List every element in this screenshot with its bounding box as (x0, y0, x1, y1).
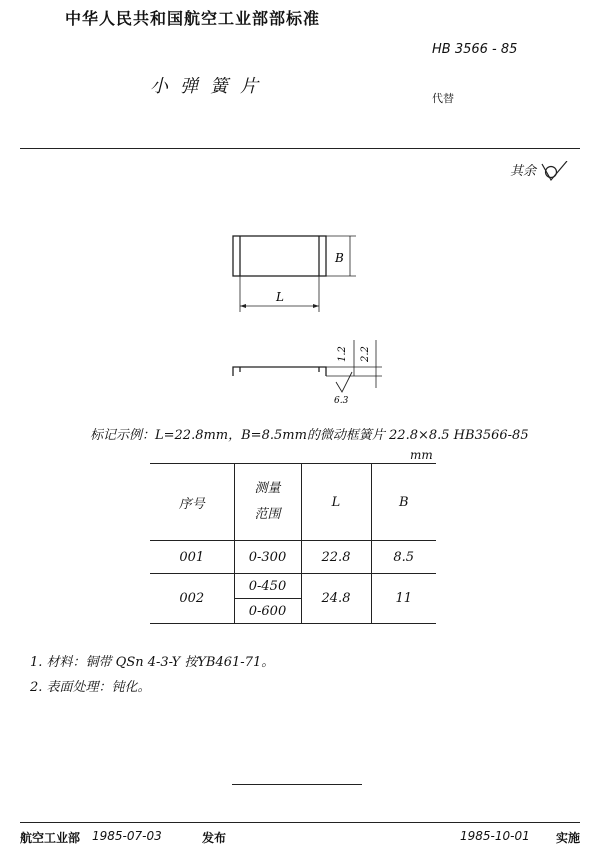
header-range-line2: 范围 (254, 507, 281, 522)
table-row (150, 541, 436, 574)
publisher: 航空工业部 (20, 831, 81, 845)
implement-label: 实施 (556, 831, 581, 845)
top-view (233, 236, 356, 312)
side-roughness-value: 6.3 (334, 396, 349, 406)
cell-range: 0-600 (234, 599, 301, 624)
header-range (234, 464, 301, 541)
header-B: B (371, 464, 436, 541)
note-material: 1. 材料：铜带 QSn 4-3-Y 按YB461-71。 (30, 655, 275, 670)
spec-table (150, 463, 436, 624)
header-L: L (301, 464, 371, 541)
publish-date: 1985-07-03 (92, 829, 162, 843)
marking-example: 标记示例：L=22.8mm，B=8.5mm的微动框簧片 22.8×8.5 HB3566-85 (90, 428, 529, 443)
end-rule (232, 784, 362, 785)
publish-label: 发布 (202, 831, 227, 845)
header-range-line1: 测量 (254, 481, 281, 496)
cell-L: 24.8 (301, 574, 371, 624)
table-header-row (150, 464, 436, 541)
replaces-label: 代替 (432, 92, 454, 105)
standard-organization: 中华人民共和国航空工业部部标准 (65, 9, 321, 28)
standard-code: HB 3566 - 85 (432, 42, 518, 57)
part-drawing (0, 0, 600, 420)
cell-seq: 001 (150, 541, 234, 574)
cell-seq: 002 (150, 574, 234, 624)
roughness-label: 其余 (510, 164, 537, 179)
cell-B: 11 (371, 574, 436, 624)
table-unit: mm (410, 448, 433, 462)
cell-range: 0-300 (234, 541, 301, 574)
cell-range: 0-450 (234, 574, 301, 599)
dimension-label-height: 2.2 (360, 346, 371, 362)
implement-date: 1985-10-01 (460, 829, 530, 843)
header-seq: 序号 (150, 464, 234, 541)
dimension-label-L: L (276, 290, 284, 304)
dimension-label-thickness: 1.2 (337, 346, 348, 362)
dimension-label-B: B (335, 251, 344, 265)
cell-B: 8.5 (371, 541, 436, 574)
document-title: 小弹簧片 (150, 76, 270, 97)
cell-L: 22.8 (301, 541, 371, 574)
footer-rule (20, 822, 580, 823)
table-row (150, 574, 436, 599)
note-surface-treatment: 2. 表面处理：钝化。 (30, 680, 151, 695)
